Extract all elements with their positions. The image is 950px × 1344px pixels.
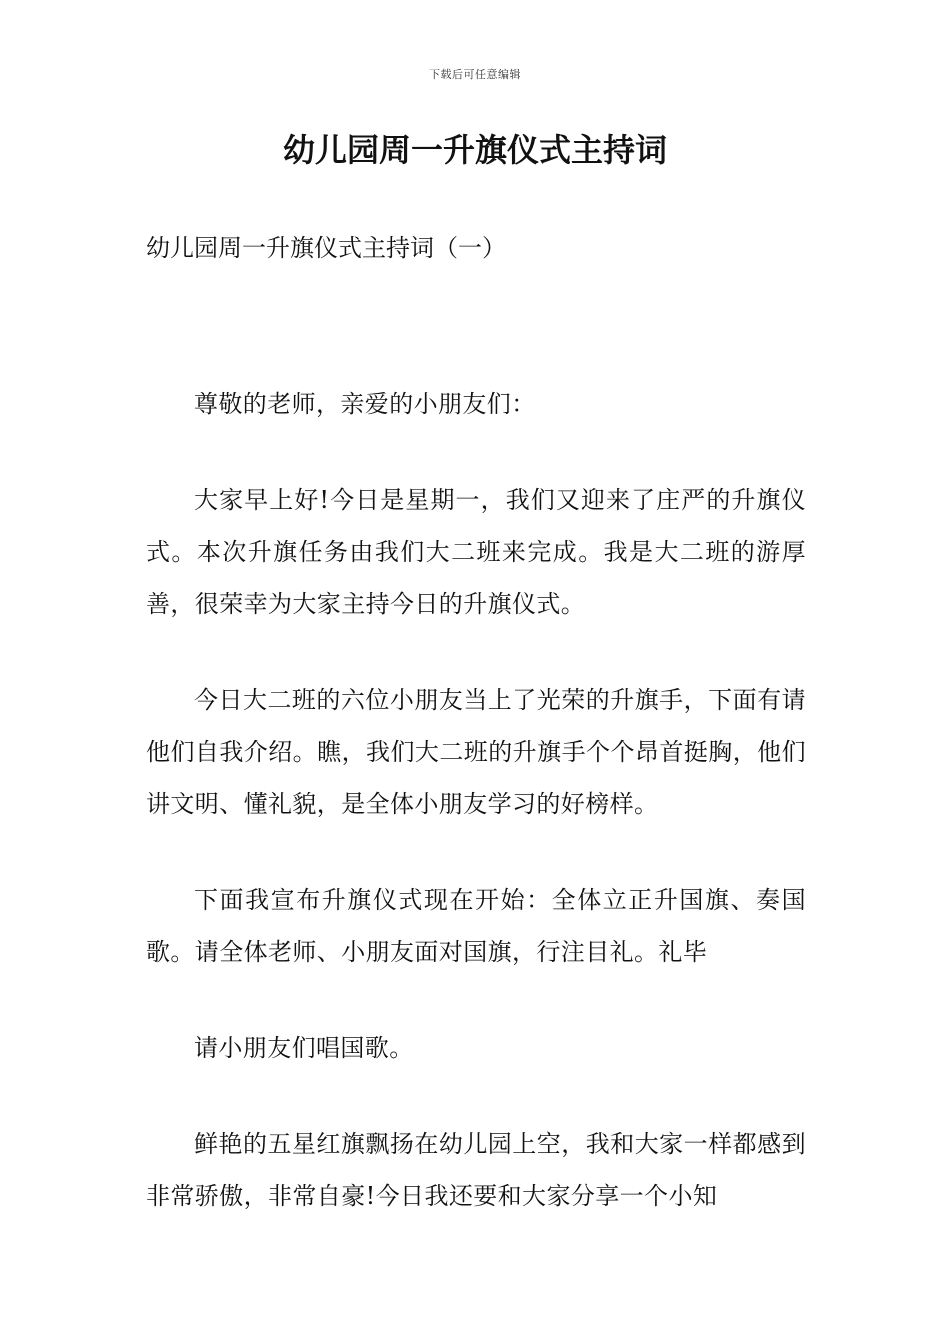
paragraph-opening: 大家早上好!今日是星期一，我们又迎来了庄严的升旗仪式。本次升旗任务由我们大二班来完成。我是大二班的游厚善，很荣幸为大家主持今日的升旗仪式。 (146, 486, 806, 618)
paragraph-flag-pride: 鲜艳的五星红旗飘扬在幼儿园上空，我和大家一样都感到非常骄傲，非常自豪!今日我还要和大家分享一个小知 (146, 1130, 806, 1210)
paragraph-ceremony-start: 下面我宣布升旗仪式现在开始：全体立正升国旗、奏国歌。请全体老师、小朋友面对国旗，行注目礼。礼毕 (146, 886, 806, 966)
document-body (146, 378, 806, 1266)
paragraph-flag-bearers: 今日大二班的六位小朋友当上了光荣的升旗手，下面有请他们自我介绍。瞧，我们大二班的升旗手个个昂首挺胸，他们讲文明、懂礼貌，是全体小朋友学习的好榜样。 (146, 686, 806, 818)
paragraph-greeting: 尊敬的老师，亲爱的小朋友们： (194, 390, 536, 418)
document-subtitle: 幼儿园周一升旗仪式主持词（一） (146, 234, 506, 262)
paragraph-anthem: 请小朋友们唱国歌。 (194, 1034, 414, 1062)
header-note: 下载后可任意编辑 (429, 68, 521, 81)
document-title: 幼儿园周一升旗仪式主持词 (282, 131, 667, 169)
